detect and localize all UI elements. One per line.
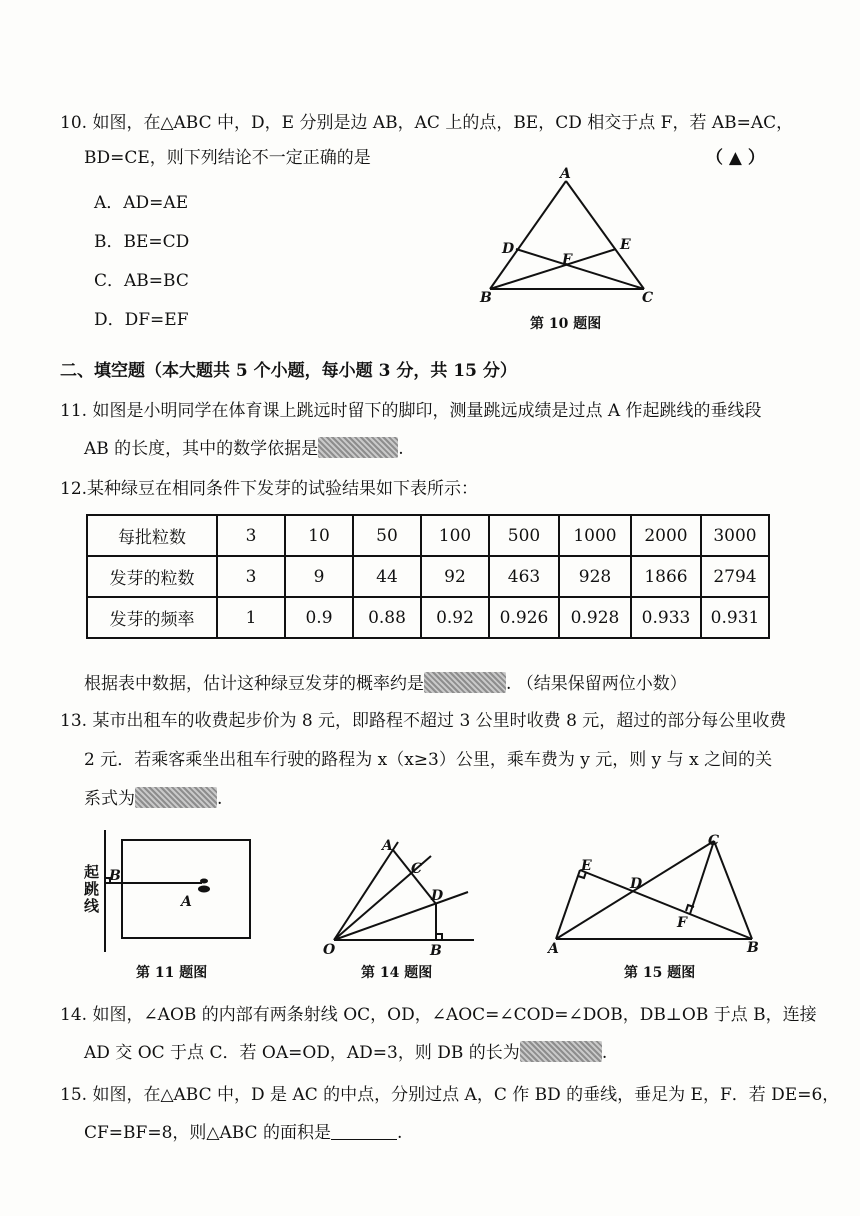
table-cell: 500 [489,515,559,556]
q15-label-d: D [630,876,643,892]
q11-figure [78,828,258,958]
table-cell: 2794 [701,556,769,597]
table-cell: 10 [285,515,353,556]
q14-answer-blank [520,1041,602,1062]
table-cell: 50 [353,515,421,556]
q10-segment-ab [490,181,566,289]
table-cell: 0.928 [559,597,631,638]
q11-line1: 11. 如图是小明同学在体育课上跳远时留下的脚印，测量跳远成绩是过点 A 作起跳线的垂线段 [60,401,762,421]
q10-figure [470,165,670,310]
q15-figure-caption: 第 15 题图 [624,965,696,981]
q13-line2: 2 元．若乘客乘坐出租车行驶的路程为 x（x≥3）公里，乘车费为 y 元，则 y 与 x 之间的关 [84,750,773,770]
q10-figure-caption: 第 10 题图 [530,316,602,332]
q11-line2-text: AB 的长度，其中的数学依据是 [84,439,319,459]
q10-segment-ac [566,181,644,289]
footprint-icon [200,879,208,884]
q10-label-f: F [562,252,572,268]
q10-option-a: A．AD=AE [94,193,189,213]
q15-line2-text: CF=BF=8，则△ABC 的面积是 [84,1123,331,1143]
q14-label-o: O [323,942,336,958]
segment-cf [690,841,714,914]
q15-line2 [84,1118,402,1143]
q10-label-b: B [480,290,492,306]
table-cell: 2000 [631,515,701,556]
q15-label-f: F [677,915,687,931]
table-row [87,556,769,597]
table-cell: 1000 [559,515,631,556]
segment-ae [556,870,580,939]
table-cell: 44 [353,556,421,597]
q14-line2-end: . [601,1043,608,1063]
q15-label-c: C [708,833,720,849]
table-row [87,597,769,638]
table-cell: 1 [217,597,285,638]
q10-label-d: D [502,241,515,257]
q10-line2: BD=CE，则下列结论不一定正确的是 [84,148,371,168]
q14-line2-text: AD 交 OC 于点 C．若 OA=OD，AD=3，则 DB 的长为 [84,1043,520,1063]
q13-line1: 13. 某市出租车的收费起步价为 8 元，即路程不超过 3 公里时收费 8 元，超过的部分每公里收费 [60,711,787,731]
take-off-line-label: 起跳线 [84,863,100,915]
q13-answer-blank [135,787,217,808]
q14-label-c: C [411,861,423,877]
q15-label-e: E [581,858,592,874]
q10-segment-cd [516,249,644,289]
table-cell: 3 [217,515,285,556]
table-cell: 发芽的粒数 [87,556,217,597]
segment-eb [580,870,752,939]
q10-option-b: B．BE=CD [94,232,190,252]
q15-line1: 15. 如图，在△ABC 中，D 是 AC 的中点，分别过点 A，C 作 BD 的垂线，垂足为 E，F．若 DE=6， [60,1085,840,1105]
q12-question-end: . （结果保留两位小数） [506,674,687,694]
table-cell: 3 [217,556,285,597]
q13-line3 [84,784,222,809]
q12-question [84,669,687,694]
table-cell: 3000 [701,515,769,556]
q12-table [86,514,770,639]
q11-line2-end: . [398,439,404,459]
q12-question-text: 根据表中数据，估计这种绿豆发芽的概率约是 [84,674,424,694]
table-cell: 每批粒数 [87,515,217,556]
sandpit [122,840,250,938]
table-cell: 0.933 [631,597,701,638]
q15-answer-blank [331,1123,397,1140]
q14-figure-caption: 第 14 题图 [361,965,433,981]
q11-line2 [84,434,404,459]
q13-line3-text: 系式为 [84,789,135,809]
table-row [87,515,769,556]
q10-answer-mark: （ ▲ ） [706,148,765,168]
table-cell: 0.931 [701,597,769,638]
q13-line3-end: . [217,789,223,809]
table-cell: 0.926 [489,597,559,638]
q12-answer-blank [424,672,506,693]
q10-label-a: A [560,166,571,182]
q11-figure-caption: 第 11 题图 [136,965,208,981]
table-cell: 0.9 [285,597,353,638]
q15-label-a: A [548,941,559,957]
ray-oa [334,842,398,940]
q14-label-b: B [430,943,442,958]
q11-answer-blank [318,437,398,458]
q14-line2 [84,1038,607,1063]
q10-option-d: D．DF=EF [94,310,189,330]
table-cell: 1866 [631,556,701,597]
q14-line1: 14. 如图，∠AOB 的内部有两条射线 OC，OD，∠AOC=∠COD=∠DOB，DB⊥OB 于点 B，连接 [60,1005,817,1025]
q10-label-e: E [620,237,631,253]
table-cell: 928 [559,556,631,597]
table-cell: 463 [489,556,559,597]
q11-label-a: A [181,894,192,910]
table-cell: 100 [421,515,489,556]
q12-intro: 12.某种绿豆在相同条件下发芽的试验结果如下表所示： [60,479,479,499]
table-cell: 发芽的频率 [87,597,217,638]
q15-line2-end: . [396,1123,403,1143]
table-cell: 9 [285,556,353,597]
ray-od [334,892,468,940]
table-cell: 92 [421,556,489,597]
q15-label-b: B [747,940,759,956]
q14-figure [318,828,488,958]
q10-label-c: C [642,290,654,306]
q10-line1: 10. 如图，在△ABC 中，D，E 分别是边 AB，AC 上的点，BE，CD 相交于点 F，若 AB=AC， [60,113,794,133]
table-cell: 0.92 [421,597,489,638]
footprint-icon [198,886,210,893]
q14-label-d: D [431,888,444,904]
q15-figure [540,828,770,958]
q11-label-b: B [109,868,121,884]
q14-label-a: A [382,838,393,854]
q10-option-c: C．AB=BC [94,271,189,291]
section2-title: 二、填空题（本大题共 5 个小题，每小题 3 分，共 15 分） [60,361,517,381]
table-cell: 0.88 [353,597,421,638]
segment-cb [714,841,752,939]
